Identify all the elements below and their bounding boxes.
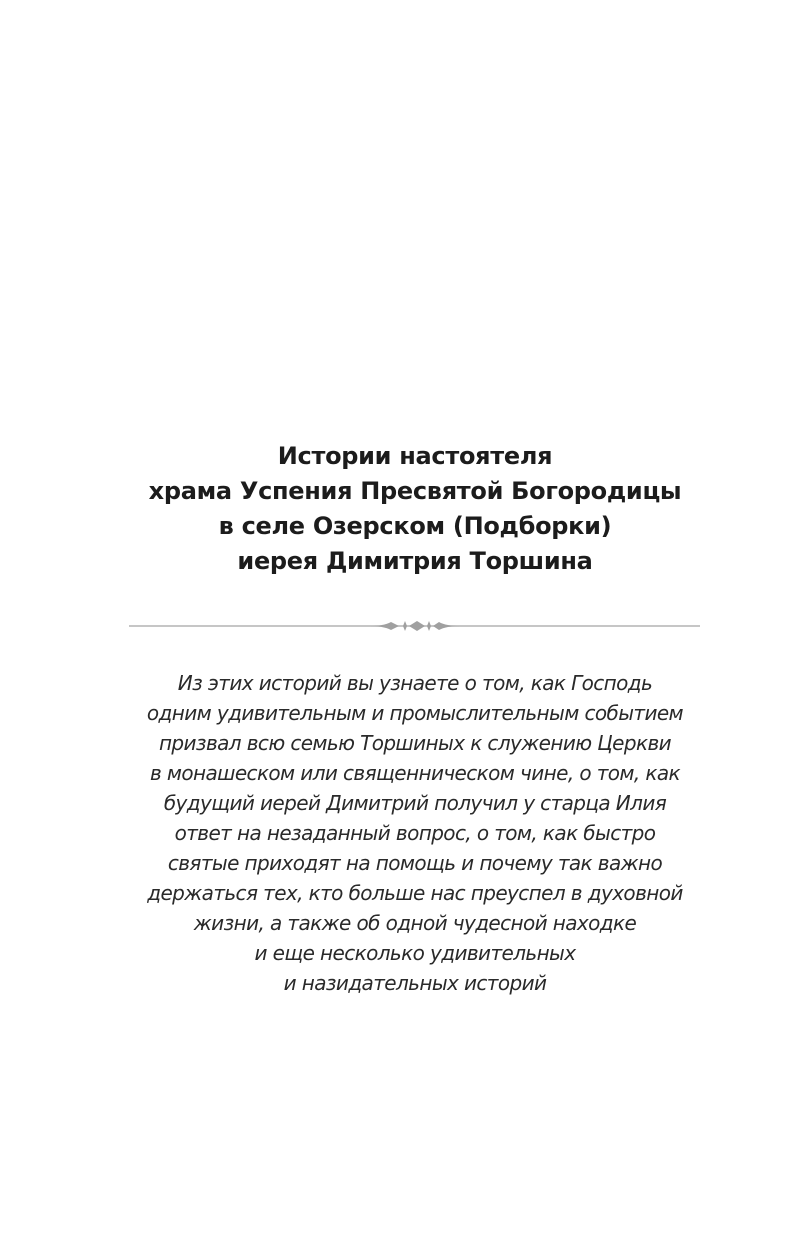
annotation-line: Из этих историй вы узнаете о том, как Господь — [177, 671, 653, 695]
annotation-line: и назидательных историй — [283, 971, 547, 995]
title-line: иерея Димитрия Торшина — [237, 547, 593, 575]
annotation-line: и еще несколько удивительных — [254, 941, 576, 965]
title-line: храма Успения Пресвятой Богородицы — [148, 477, 682, 505]
book-annotation — [0, 668, 807, 998]
annotation-line: держаться тех, кто больше нас преуспел в духовной — [147, 881, 683, 905]
title-line: в селе Озерском (Подборки) — [218, 512, 612, 540]
annotation-line: ответ на незаданный вопрос, о том, как быстро — [174, 821, 656, 845]
annotation-line: призвал всю семью Торшиных к служению Церкви — [158, 731, 672, 755]
book-title — [0, 439, 807, 579]
annotation-line: будущий иерей Димитрий получил у старца Илия — [163, 791, 667, 815]
title-line: Истории настоятеля — [277, 442, 553, 470]
ornamental-divider — [129, 618, 700, 634]
annotation-line: жизни, а также об одной чудесной находке — [193, 911, 637, 935]
annotation-line: одним удивительным и промыслительным событием — [146, 701, 684, 725]
annotation-line: в монашеском или священническом чине, о том, как — [149, 761, 681, 785]
ornament-diamond-icon — [129, 618, 700, 634]
annotation-line: святые приходят на помощь и почему так важно — [167, 851, 663, 875]
